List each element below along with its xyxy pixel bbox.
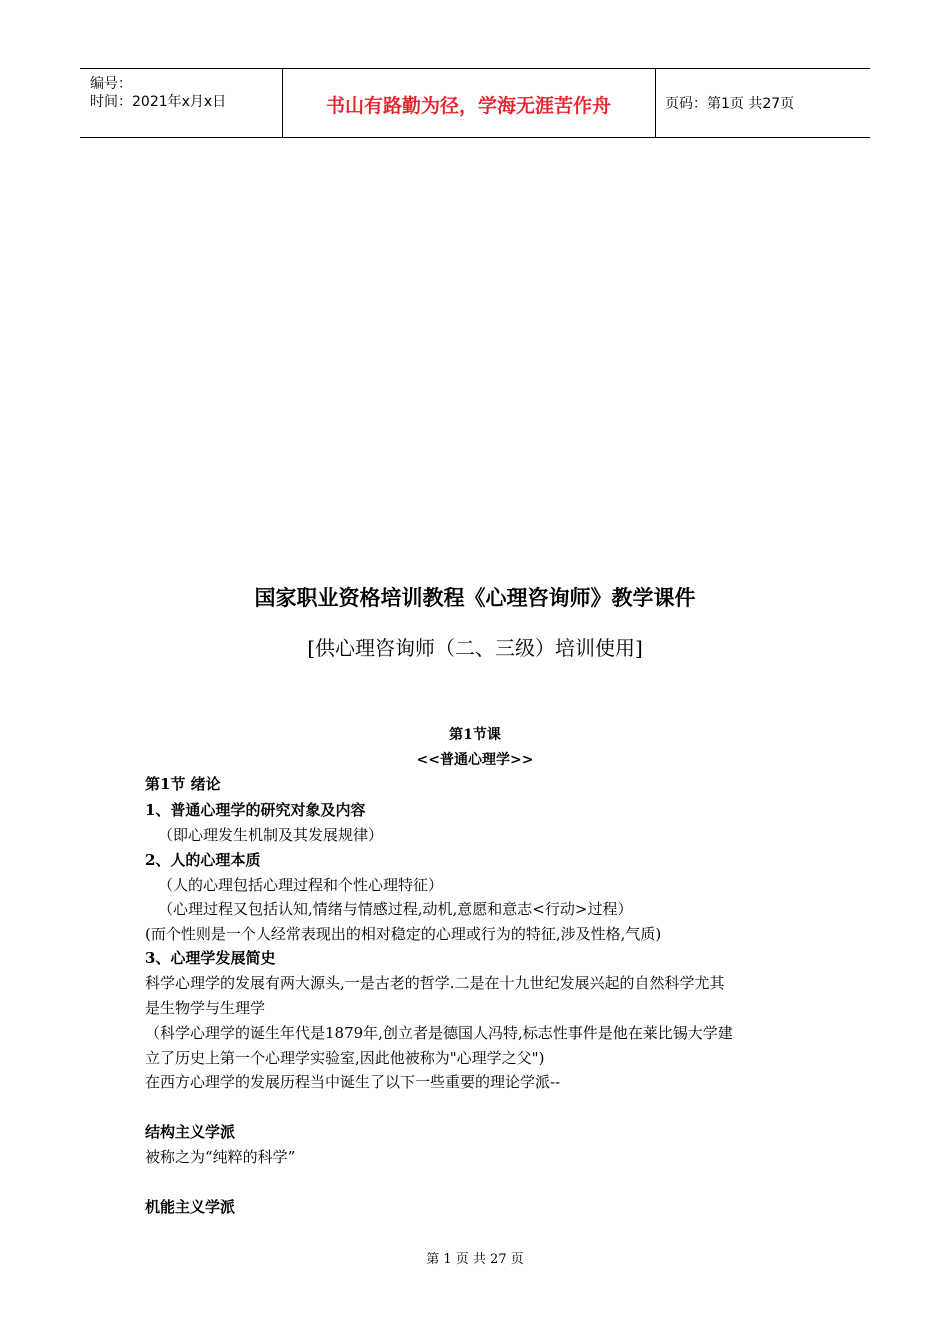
body-text: 是生物学与生理学 — [145, 999, 266, 1017]
body-text: （科学心理学的诞生年代是1879年,创立者是德国人冯特,标志性事件是他在莱比锡大学建 — [145, 1024, 733, 1042]
page-info: 页码：第1页 共27页 — [665, 96, 795, 112]
topic-heading: 1、普通心理学的研究对象及内容 — [145, 801, 366, 819]
topic-heading: 3、心理学发展简史 — [145, 949, 276, 967]
lesson-heading: 第1节课 — [449, 727, 501, 743]
header-table — [80, 68, 870, 138]
body-text: 立了历史上第一个心理学实验室,因此他被称为"心理学之父") — [145, 1049, 545, 1067]
page-footer: 第 1 页 共 27 页 — [426, 1252, 524, 1267]
body-text: （即心理发生机制及其发展规律） — [158, 826, 384, 844]
body-text: （心理过程又包括认知,情绪与情感过程,动机,意愿和意志<行动>过程） — [158, 900, 633, 918]
body-text: (而个性则是一个人经常表现出的相对稳定的心理或行为的特征,涉及性格,气质) — [145, 925, 662, 943]
body-text: 科学心理学的发展有两大源头,一是古老的哲学.二是在十九世纪发展兴起的自然科学尤其 — [145, 974, 725, 992]
body-text: （人的心理包括心理过程和个性心理特征） — [158, 876, 444, 894]
topic-heading: 2、人的心理本质 — [145, 851, 261, 869]
school-heading: 结构主义学派 — [145, 1123, 236, 1141]
body-text: 在西方心理学的发展历程当中诞生了以下一些重要的理论学派-- — [145, 1073, 561, 1091]
school-heading: 机能主义学派 — [145, 1198, 236, 1216]
course-heading: <<普通心理学>> — [416, 752, 534, 768]
body-text: 被称之为“纯粹的科学” — [145, 1148, 296, 1166]
document-subtitle: [供心理咨询师（二、三级）培训使用] — [307, 636, 643, 660]
motto: 书山有路勤为径，学海无涯苦作舟 — [325, 95, 611, 117]
number-label: 编号： — [90, 76, 132, 92]
header-page-cell — [655, 69, 870, 137]
header-motto-cell — [282, 69, 656, 137]
section-heading: 第1节 绪论 — [145, 775, 221, 793]
time-label: 时间：2021年x月x日 — [90, 94, 227, 110]
header-meta-cell — [80, 69, 283, 137]
document-title: 国家职业资格培训教程《心理咨询师》教学课件 — [254, 585, 696, 610]
